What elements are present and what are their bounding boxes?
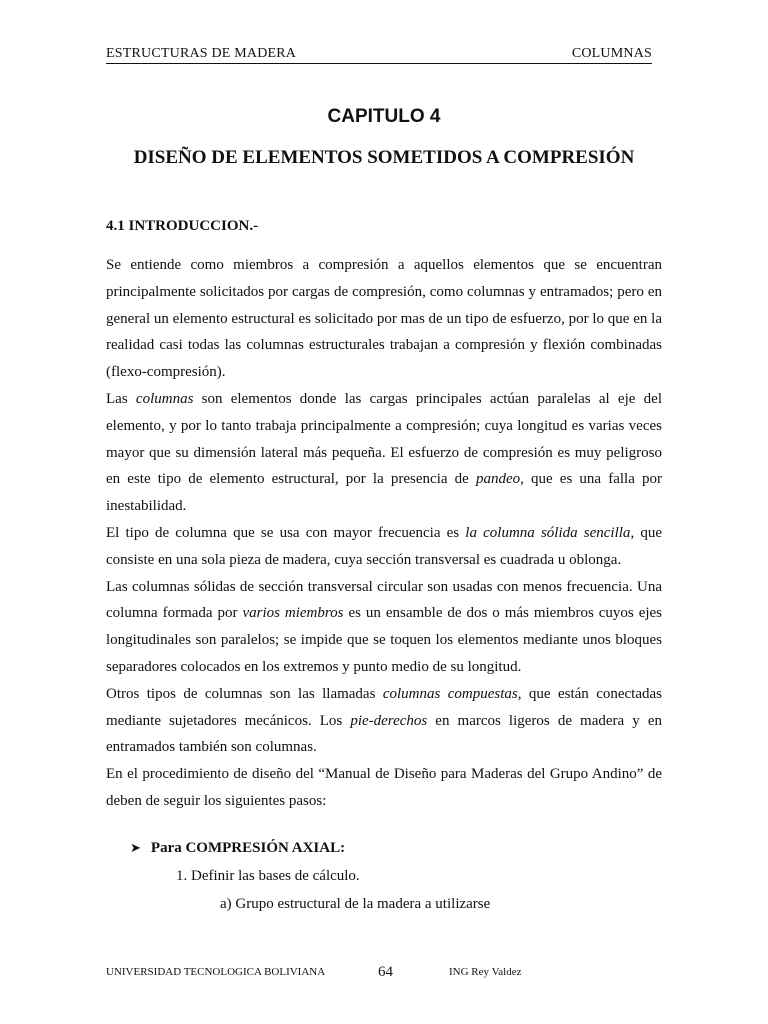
paragraph-text: , que están conectadas mediante sujetadores mecánicos. Los — [106, 685, 662, 729]
emphasis-text: pie-derechos — [350, 712, 428, 729]
section-heading: 4.1 INTRODUCCION.- — [106, 218, 259, 234]
paragraph — [106, 386, 662, 520]
paragraph-text: Otros tipos de columnas son las llamadas — [106, 685, 383, 702]
paragraph — [106, 520, 662, 574]
paragraph-text: Las — [106, 390, 136, 407]
numbered-step: 1. Definir las bases de cálculo. — [176, 868, 360, 884]
emphasis-text: la columna sólida sencilla — [465, 524, 631, 541]
paragraph — [106, 574, 662, 681]
header-right: COLUMNAS — [571, 46, 652, 61]
paragraph-text: es un ensamble de dos o más miembros cuyos ejes longitudinales son paralelos; se impide que se toquen los elementos mediante unos bloques separadores colocados en los extremos y punto medio de su longitud. — [106, 605, 663, 675]
arrow-bullet-icon: ➤ — [130, 841, 141, 856]
bullet-item — [130, 840, 345, 857]
paragraph — [106, 761, 662, 815]
page-number: 64 — [378, 964, 393, 980]
paragraph-text: Las columnas sólidas de sección transversal circular son usadas con menos frecuencia. Una columna formada por — [106, 578, 662, 622]
body-text — [106, 252, 662, 815]
running-footer — [106, 964, 566, 984]
paragraph-text: En el procedimiento de diseño del “Manual de Diseño para Maderas del Grupo Andino” de deben de seguir los siguientes pasos: — [106, 766, 662, 809]
emphasis-text: varios miembros — [242, 605, 344, 622]
footer-left: UNIVERSIDAD TECNOLOGICA BOLIVIANA — [106, 966, 326, 978]
emphasis-text: columnas compuestas — [382, 685, 518, 702]
running-header — [106, 46, 652, 64]
footer-right: ING Rey Valdez — [449, 966, 522, 978]
paragraph-text: El tipo de columna que se usa con mayor frecuencia es — [106, 524, 466, 541]
paragraph-text: son elementos donde las cargas principales actúan paralelas al eje del elemento, y por lo tanto trabaja principalmente a compresión; cuya longitud es varias veces mayor que su dimensión lateral más pequeña. El esfuerzo de compresión es muy peligroso en este tipo de elemento estructural, por la presencia de — [106, 390, 662, 488]
paragraph-text: , que es una falla por inestabilidad. — [106, 471, 662, 515]
lettered-substep: a) Grupo estructural de la madera a utilizarse — [220, 896, 491, 912]
header-left: ESTRUCTURAS DE MADERA — [106, 46, 297, 61]
chapter-heading: CAPITULO 4 — [327, 106, 441, 127]
bullet-label: Para COMPRESIÓN AXIAL: — [150, 840, 346, 856]
paragraph — [106, 681, 662, 761]
paragraph-text: Se entiende como miembros a compresión a aquellos elementos que se encuentran principalmente solicitados por cargas de compresión, como columnas y entramados; pero en general un elemento estructural es solicitado por mas de un tipo de esfuerzo, por lo que en la realidad casi todas las columnas estructurales trabajan a compresión y flexión combinadas (flexo-compresión). — [106, 257, 662, 381]
emphasis-text: columnas — [135, 390, 194, 407]
paragraph-text: en marcos ligeros de madera y en entramados también son columnas. — [106, 712, 663, 756]
emphasis-text: pandeo — [475, 471, 521, 488]
paragraph — [106, 252, 662, 386]
chapter-title: DISEÑO DE ELEMENTOS SOMETIDOS A COMPRESIÓN — [133, 147, 635, 168]
paragraph-text: , que consiste en una sola pieza de madera, cuya sección transversal es cuadrada u oblonga. — [106, 524, 663, 568]
